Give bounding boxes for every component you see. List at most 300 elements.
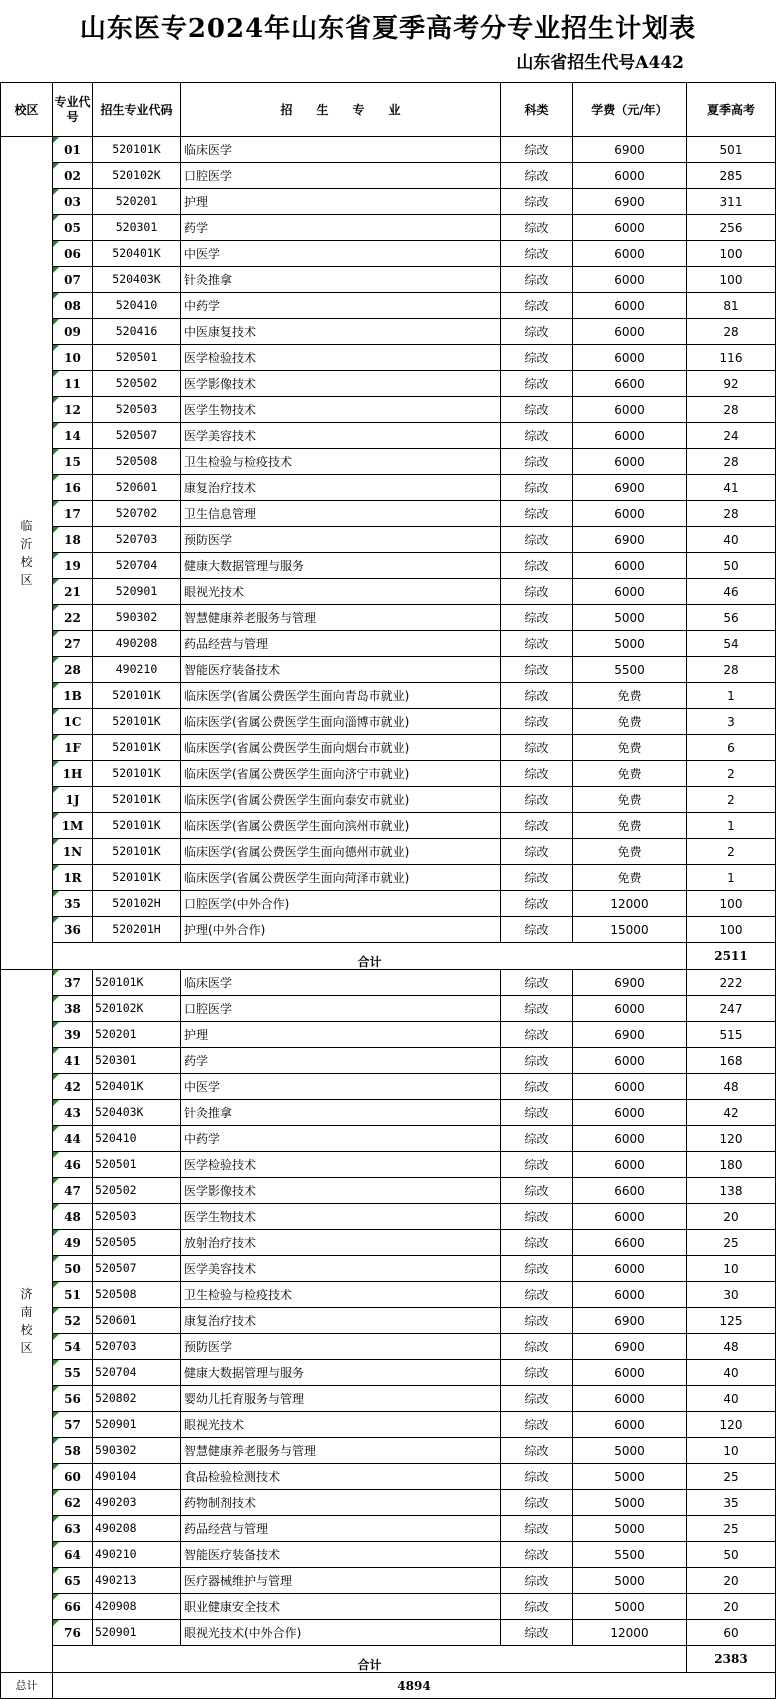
major-no: 07 xyxy=(53,267,93,293)
major-code: 520703 xyxy=(93,1334,181,1360)
major-code: 520601 xyxy=(93,1308,181,1334)
major-no: 06 xyxy=(53,241,93,267)
fee: 12000 xyxy=(573,891,687,917)
major-no: 52 xyxy=(53,1308,93,1334)
table-row xyxy=(1,1282,776,1308)
enroll-count: 1 xyxy=(687,683,776,709)
major-name: 智慧健康养老服务与管理 xyxy=(181,1438,501,1464)
major-code: 520502 xyxy=(93,371,181,397)
major-no: 11 xyxy=(53,371,93,397)
campus-cell xyxy=(1,970,53,1673)
table-row xyxy=(1,449,776,475)
major-no: 37 xyxy=(53,970,93,996)
category: 综改 xyxy=(501,1490,573,1516)
fee: 6000 xyxy=(573,345,687,371)
major-code: 520508 xyxy=(93,449,181,475)
category: 综改 xyxy=(501,1412,573,1438)
fee: 6000 xyxy=(573,449,687,475)
major-no: 41 xyxy=(53,1048,93,1074)
major-name: 临床医学 xyxy=(181,970,501,996)
major-code: 520301 xyxy=(93,1048,181,1074)
table-row xyxy=(1,1152,776,1178)
major-no: 12 xyxy=(53,397,93,423)
major-name: 医学影像技术 xyxy=(181,371,501,397)
enroll-count: 2 xyxy=(687,839,776,865)
fee: 5000 xyxy=(573,631,687,657)
table-row xyxy=(1,1048,776,1074)
major-name: 智能医疗装备技术 xyxy=(181,657,501,683)
major-name: 中医康复技术 xyxy=(181,319,501,345)
category: 综改 xyxy=(501,1438,573,1464)
major-no: 1N xyxy=(53,839,93,865)
major-no: 39 xyxy=(53,1022,93,1048)
major-no: 14 xyxy=(53,423,93,449)
major-no: 1J xyxy=(53,787,93,813)
enroll-count: 54 xyxy=(687,631,776,657)
major-name: 临床医学(省属公费医学生面向青岛市就业) xyxy=(181,683,501,709)
category: 综改 xyxy=(501,345,573,371)
table-row xyxy=(1,891,776,917)
major-no: 56 xyxy=(53,1386,93,1412)
fee: 6000 xyxy=(573,163,687,189)
fee: 6000 xyxy=(573,1360,687,1386)
enroll-count: 41 xyxy=(687,475,776,501)
major-no: 76 xyxy=(53,1620,93,1646)
major-code: 520101K xyxy=(93,735,181,761)
fee: 6600 xyxy=(573,1178,687,1204)
fee: 6600 xyxy=(573,371,687,397)
major-no: 55 xyxy=(53,1360,93,1386)
category: 综改 xyxy=(501,215,573,241)
table-row xyxy=(1,189,776,215)
table-row xyxy=(1,319,776,345)
table-row xyxy=(1,293,776,319)
fee: 6000 xyxy=(573,267,687,293)
enroll-count: 50 xyxy=(687,553,776,579)
fee: 6900 xyxy=(573,1022,687,1048)
major-code: 520101K xyxy=(93,787,181,813)
table-row xyxy=(1,1490,776,1516)
major-name: 口腔医学 xyxy=(181,163,501,189)
category: 综改 xyxy=(501,1308,573,1334)
enroll-count: 25 xyxy=(687,1464,776,1490)
subtotal-value: 2511 xyxy=(687,943,776,970)
grand-total-row xyxy=(1,1673,776,1699)
enroll-count: 35 xyxy=(687,1490,776,1516)
table-row xyxy=(1,579,776,605)
major-name: 职业健康安全技术 xyxy=(181,1594,501,1620)
category: 综改 xyxy=(501,1256,573,1282)
major-no: 1R xyxy=(53,865,93,891)
enroll-count: 24 xyxy=(687,423,776,449)
grand-total-label: 总计 xyxy=(1,1673,53,1699)
category: 综改 xyxy=(501,1360,573,1386)
table-row xyxy=(1,1620,776,1646)
major-name: 针灸推拿 xyxy=(181,267,501,293)
table-row xyxy=(1,163,776,189)
category: 综改 xyxy=(501,787,573,813)
major-code: 590302 xyxy=(93,605,181,631)
major-no: 1C xyxy=(53,709,93,735)
major-code: 520401K xyxy=(93,241,181,267)
category: 综改 xyxy=(501,189,573,215)
major-code: 520507 xyxy=(93,423,181,449)
table-row xyxy=(1,657,776,683)
major-code: 520410 xyxy=(93,293,181,319)
table-row xyxy=(1,137,776,163)
fee: 6000 xyxy=(573,1386,687,1412)
enroll-count: 28 xyxy=(687,319,776,345)
fee: 6000 xyxy=(573,996,687,1022)
table-row xyxy=(1,527,776,553)
enroll-count: 256 xyxy=(687,215,776,241)
table-row xyxy=(1,1022,776,1048)
table-row xyxy=(1,1516,776,1542)
major-code: 520702 xyxy=(93,501,181,527)
enroll-count: 30 xyxy=(687,1282,776,1308)
table-row xyxy=(1,267,776,293)
major-name: 放射治疗技术 xyxy=(181,1230,501,1256)
major-name: 药品经营与管理 xyxy=(181,631,501,657)
major-code: 520505 xyxy=(93,1230,181,1256)
major-name: 药学 xyxy=(181,215,501,241)
table-row xyxy=(1,970,776,996)
major-name: 临床医学(省属公费医学生面向淄博市就业) xyxy=(181,709,501,735)
major-code: 520401K xyxy=(93,1074,181,1100)
major-code: 520501 xyxy=(93,1152,181,1178)
enroll-count: 20 xyxy=(687,1568,776,1594)
category: 综改 xyxy=(501,475,573,501)
table-row xyxy=(1,761,776,787)
major-name: 婴幼儿托育服务与管理 xyxy=(181,1386,501,1412)
enroll-count: 100 xyxy=(687,891,776,917)
major-code: 490208 xyxy=(93,1516,181,1542)
category: 综改 xyxy=(501,996,573,1022)
enroll-count: 10 xyxy=(687,1256,776,1282)
major-no: 38 xyxy=(53,996,93,1022)
enroll-count: 2 xyxy=(687,761,776,787)
enroll-count: 100 xyxy=(687,267,776,293)
major-code: 520802 xyxy=(93,1386,181,1412)
major-name: 卫生信息管理 xyxy=(181,501,501,527)
enroll-count: 40 xyxy=(687,1386,776,1412)
major-no: 10 xyxy=(53,345,93,371)
fee: 免费 xyxy=(573,683,687,709)
major-name: 中药学 xyxy=(181,293,501,319)
subtotal-label: 合计 xyxy=(53,943,687,970)
major-code: 490210 xyxy=(93,657,181,683)
category: 综改 xyxy=(501,631,573,657)
major-code: 490203 xyxy=(93,1490,181,1516)
table-row xyxy=(1,787,776,813)
major-code: 520102H xyxy=(93,891,181,917)
major-no: 18 xyxy=(53,527,93,553)
fee: 6000 xyxy=(573,553,687,579)
major-no: 60 xyxy=(53,1464,93,1490)
fee: 6900 xyxy=(573,970,687,996)
enroll-count: 56 xyxy=(687,605,776,631)
major-no: 36 xyxy=(53,917,93,943)
enroll-count: 50 xyxy=(687,1542,776,1568)
major-name: 医学美容技术 xyxy=(181,423,501,449)
enroll-code: 山东省招生代号A442 xyxy=(516,53,684,73)
major-no: 58 xyxy=(53,1438,93,1464)
fee: 免费 xyxy=(573,735,687,761)
category: 综改 xyxy=(501,1048,573,1074)
enroll-count: 40 xyxy=(687,1360,776,1386)
table-row xyxy=(1,1100,776,1126)
major-no: 48 xyxy=(53,1204,93,1230)
major-code: 590302 xyxy=(93,1438,181,1464)
major-no: 44 xyxy=(53,1126,93,1152)
category: 综改 xyxy=(501,683,573,709)
major-no: 15 xyxy=(53,449,93,475)
table-row xyxy=(1,1230,776,1256)
major-name: 智慧健康养老服务与管理 xyxy=(181,605,501,631)
enroll-count: 20 xyxy=(687,1594,776,1620)
major-name: 口腔医学 xyxy=(181,996,501,1022)
major-no: 42 xyxy=(53,1074,93,1100)
header-major-name: 招 生 专 业 xyxy=(181,83,501,137)
enroll-count: 138 xyxy=(687,1178,776,1204)
table-row xyxy=(1,397,776,423)
fee: 6000 xyxy=(573,1126,687,1152)
fee: 5000 xyxy=(573,1438,687,1464)
enroll-count: 25 xyxy=(687,1516,776,1542)
enroll-count: 81 xyxy=(687,293,776,319)
major-name: 卫生检验与检疫技术 xyxy=(181,449,501,475)
header-campus: 校区 xyxy=(1,83,53,137)
enroll-count: 48 xyxy=(687,1074,776,1100)
fee: 5000 xyxy=(573,1490,687,1516)
major-name: 康复治疗技术 xyxy=(181,1308,501,1334)
enroll-count: 168 xyxy=(687,1048,776,1074)
table-row xyxy=(1,501,776,527)
major-name: 医学检验技术 xyxy=(181,345,501,371)
major-code: 520901 xyxy=(93,579,181,605)
table-row xyxy=(1,1360,776,1386)
major-no: 17 xyxy=(53,501,93,527)
enroll-count: 46 xyxy=(687,579,776,605)
major-code: 520501 xyxy=(93,345,181,371)
header-row xyxy=(1,83,776,137)
major-name: 康复治疗技术 xyxy=(181,475,501,501)
grand-total-value: 4894 xyxy=(53,1673,776,1699)
enroll-count: 20 xyxy=(687,1204,776,1230)
major-name: 医学美容技术 xyxy=(181,1256,501,1282)
major-no: 22 xyxy=(53,605,93,631)
table-row xyxy=(1,735,776,761)
major-no: 1F xyxy=(53,735,93,761)
category: 综改 xyxy=(501,579,573,605)
category: 综改 xyxy=(501,1386,573,1412)
major-code: 520301 xyxy=(93,215,181,241)
major-name: 护理 xyxy=(181,189,501,215)
category: 综改 xyxy=(501,553,573,579)
fee: 5000 xyxy=(573,1516,687,1542)
enroll-count: 311 xyxy=(687,189,776,215)
fee: 5000 xyxy=(573,1464,687,1490)
category: 综改 xyxy=(501,1178,573,1204)
category: 综改 xyxy=(501,1100,573,1126)
enroll-count: 116 xyxy=(687,345,776,371)
fee: 5500 xyxy=(573,657,687,683)
header-major-code: 招生专业代码 xyxy=(93,83,181,137)
fee: 6900 xyxy=(573,189,687,215)
category: 综改 xyxy=(501,1282,573,1308)
fee: 免费 xyxy=(573,813,687,839)
major-name: 智能医疗装备技术 xyxy=(181,1542,501,1568)
table-row xyxy=(1,1542,776,1568)
enroll-count: 100 xyxy=(687,917,776,943)
fee: 15000 xyxy=(573,917,687,943)
major-name: 口腔医学(中外合作) xyxy=(181,891,501,917)
enroll-count: 1 xyxy=(687,813,776,839)
major-code: 490208 xyxy=(93,631,181,657)
category: 综改 xyxy=(501,423,573,449)
major-code: 520703 xyxy=(93,527,181,553)
category: 综改 xyxy=(501,1516,573,1542)
major-code: 520101K xyxy=(93,970,181,996)
category: 综改 xyxy=(501,865,573,891)
major-no: 54 xyxy=(53,1334,93,1360)
major-code: 490104 xyxy=(93,1464,181,1490)
category: 综改 xyxy=(501,1230,573,1256)
fee: 12000 xyxy=(573,1620,687,1646)
enrollment-plan-table xyxy=(0,82,776,1699)
major-code: 520201 xyxy=(93,189,181,215)
fee: 6000 xyxy=(573,1204,687,1230)
major-no: 19 xyxy=(53,553,93,579)
table-row xyxy=(1,1074,776,1100)
major-code: 520403K xyxy=(93,267,181,293)
major-no: 46 xyxy=(53,1152,93,1178)
fee: 6000 xyxy=(573,1152,687,1178)
category: 综改 xyxy=(501,137,573,163)
enroll-count: 42 xyxy=(687,1100,776,1126)
enroll-count: 222 xyxy=(687,970,776,996)
enroll-count: 28 xyxy=(687,657,776,683)
major-no: 08 xyxy=(53,293,93,319)
major-code: 520502 xyxy=(93,1178,181,1204)
fee: 免费 xyxy=(573,787,687,813)
fee: 免费 xyxy=(573,761,687,787)
major-no: 02 xyxy=(53,163,93,189)
table-row xyxy=(1,683,776,709)
major-name: 临床医学(省属公费医学生面向烟台市就业) xyxy=(181,735,501,761)
table-row xyxy=(1,865,776,891)
enroll-count: 120 xyxy=(687,1412,776,1438)
major-no: 65 xyxy=(53,1568,93,1594)
major-name: 眼视光技术(中外合作) xyxy=(181,1620,501,1646)
major-name: 预防医学 xyxy=(181,527,501,553)
major-no: 05 xyxy=(53,215,93,241)
table-row xyxy=(1,371,776,397)
category: 综改 xyxy=(501,293,573,319)
enroll-count: 100 xyxy=(687,241,776,267)
table-row xyxy=(1,1308,776,1334)
fee: 6000 xyxy=(573,319,687,345)
enroll-count: 2 xyxy=(687,787,776,813)
enroll-count: 180 xyxy=(687,1152,776,1178)
major-no: 43 xyxy=(53,1100,93,1126)
fee: 5000 xyxy=(573,1594,687,1620)
major-name: 健康大数据管理与服务 xyxy=(181,1360,501,1386)
table-row xyxy=(1,1334,776,1360)
table-row xyxy=(1,553,776,579)
fee: 6600 xyxy=(573,1230,687,1256)
subtotal-row xyxy=(1,1646,776,1673)
major-no: 50 xyxy=(53,1256,93,1282)
major-name: 食品检验检测技术 xyxy=(181,1464,501,1490)
major-code: 520507 xyxy=(93,1256,181,1282)
category: 综改 xyxy=(501,1594,573,1620)
table-row xyxy=(1,996,776,1022)
major-code: 520704 xyxy=(93,1360,181,1386)
major-code: 520101K xyxy=(93,761,181,787)
subtotal-row xyxy=(1,943,776,970)
major-code: 520503 xyxy=(93,1204,181,1230)
major-name: 医学检验技术 xyxy=(181,1152,501,1178)
fee: 6900 xyxy=(573,1308,687,1334)
major-code: 490210 xyxy=(93,1542,181,1568)
enroll-count: 48 xyxy=(687,1334,776,1360)
table-row xyxy=(1,1386,776,1412)
table-row xyxy=(1,241,776,267)
enroll-count: 28 xyxy=(687,397,776,423)
category: 综改 xyxy=(501,527,573,553)
fee: 5000 xyxy=(573,1568,687,1594)
table-row xyxy=(1,1568,776,1594)
campus-name: 济南校区 xyxy=(20,1287,33,1355)
category: 综改 xyxy=(501,735,573,761)
fee: 6000 xyxy=(573,215,687,241)
fee: 6000 xyxy=(573,1100,687,1126)
major-name: 眼视光技术 xyxy=(181,1412,501,1438)
table-row xyxy=(1,839,776,865)
fee: 免费 xyxy=(573,865,687,891)
major-name: 针灸推拿 xyxy=(181,1100,501,1126)
major-name: 药学 xyxy=(181,1048,501,1074)
major-no: 62 xyxy=(53,1490,93,1516)
fee: 免费 xyxy=(573,709,687,735)
major-code: 520102K xyxy=(93,996,181,1022)
fee: 6000 xyxy=(573,241,687,267)
major-code: 420908 xyxy=(93,1594,181,1620)
campus-cell xyxy=(1,137,53,970)
category: 综改 xyxy=(501,917,573,943)
table-row xyxy=(1,631,776,657)
category: 综改 xyxy=(501,1022,573,1048)
category: 综改 xyxy=(501,397,573,423)
category: 综改 xyxy=(501,241,573,267)
major-code: 520403K xyxy=(93,1100,181,1126)
major-code: 520601 xyxy=(93,475,181,501)
major-name: 医学影像技术 xyxy=(181,1178,501,1204)
fee: 6900 xyxy=(573,137,687,163)
table-row xyxy=(1,1256,776,1282)
major-no: 66 xyxy=(53,1594,93,1620)
major-code: 490213 xyxy=(93,1568,181,1594)
fee: 5000 xyxy=(573,605,687,631)
major-code: 520101K xyxy=(93,137,181,163)
fee: 6000 xyxy=(573,423,687,449)
fee: 6000 xyxy=(573,397,687,423)
header-major-no: 专业代号 xyxy=(53,83,93,137)
major-code: 520901 xyxy=(93,1412,181,1438)
fee: 6000 xyxy=(573,501,687,527)
enroll-count: 120 xyxy=(687,1126,776,1152)
